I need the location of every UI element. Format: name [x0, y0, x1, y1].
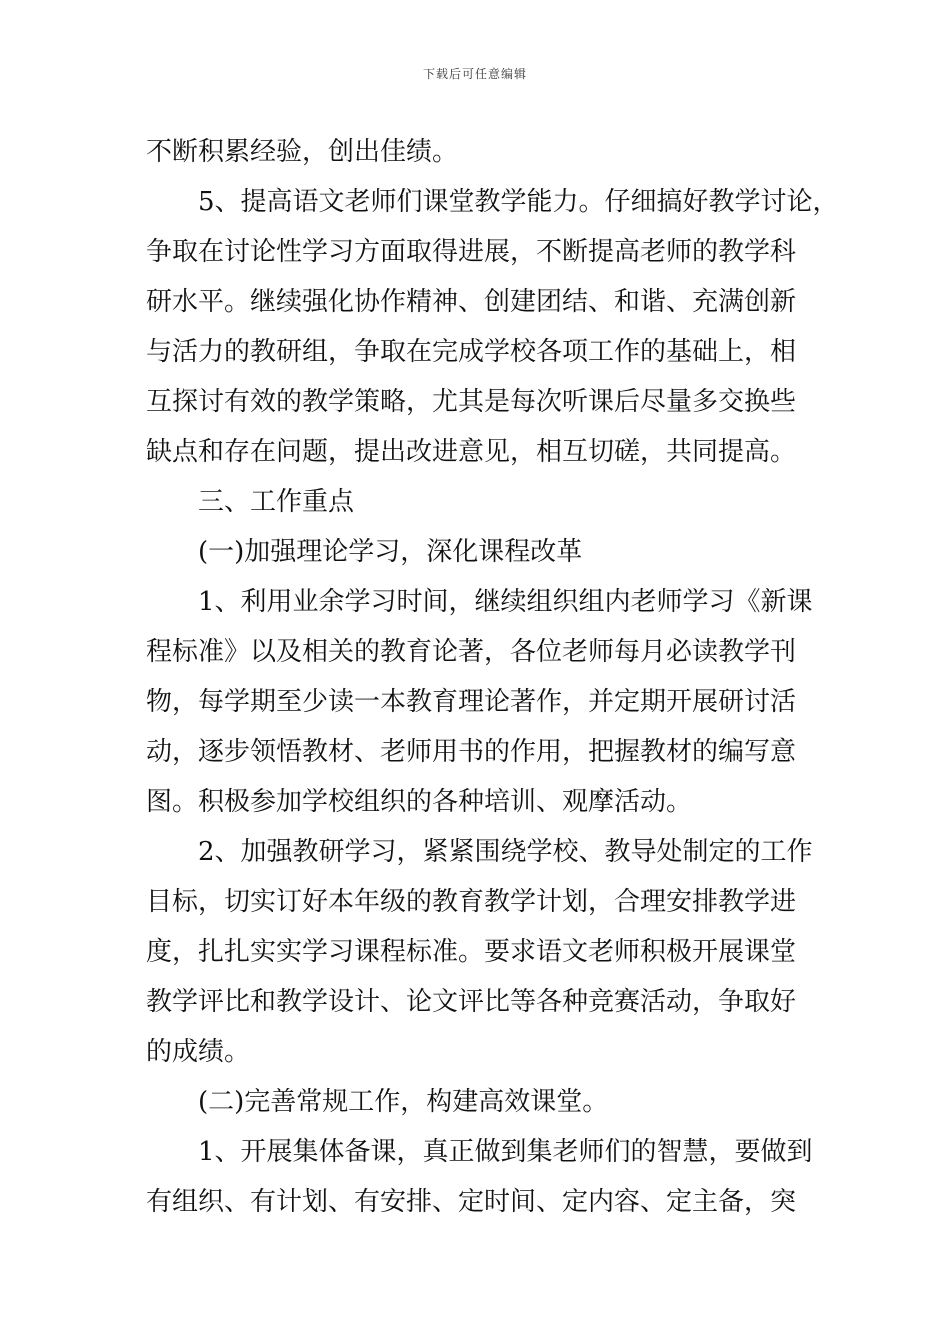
text-line: 5、提高语文老师们课堂教学能力。仔细搞好教学讨论，: [198, 187, 839, 217]
text-line: 动，逐步领悟教材、老师用书的作用，把握教材的编写意: [146, 737, 797, 767]
text-line: 图。积极参加学校组织的各种培训、观摩活动。: [146, 787, 693, 817]
text-line: 研水平。继续强化协作精神、创建团结、和谐、充满创新: [146, 287, 797, 317]
text-line: 与活力的教研组，争取在完成学校各项工作的基础上，相: [146, 337, 797, 367]
text-line: 互探讨有效的教学策略，尤其是每次听课后尽量多交换些: [146, 387, 797, 417]
text-line: 目标，切实订好本年级的教育教学计划，合理安排教学进: [146, 887, 797, 917]
text-line: 2、加强教研学习，紧紧围绕学校、教导处制定的工作: [198, 837, 813, 867]
text-line: 度，扎扎实实学习课程标准。要求语文老师积极开展课堂: [146, 937, 797, 967]
text-line: 缺点和存在问题，提出改进意见，相互切磋，共同提高。: [146, 437, 797, 467]
subsection-heading: (二)完善常规工作，构建高效课堂。: [198, 1087, 609, 1117]
text-line: 物，每学期至少读一本教育理论著作，并定期开展研讨活: [146, 687, 797, 717]
text-line: 不断积累经验，创出佳绩。: [146, 137, 459, 167]
text-line: 争取在讨论性学习方面取得进展，不断提高老师的教学科: [146, 237, 797, 267]
page-header: 下载后可任意编辑: [422, 67, 527, 81]
section-heading: 三、工作重点: [198, 487, 355, 517]
text-line: 有组织、有计划、有安排、定时间、定内容、定主备，突: [146, 1187, 797, 1217]
text-line: 程标准》以及相关的教育论著，各位老师每月必读教学刊: [146, 637, 797, 667]
document-body: [146, 127, 839, 1227]
text-line: 1、利用业余学习时间，继续组织组内老师学习《新课: [198, 587, 813, 617]
text-line: 教学评比和教学设计、论文评比等各种竞赛活动，争取好: [146, 987, 797, 1017]
subsection-heading: (一)加强理论学习，深化课程改革: [198, 537, 583, 567]
text-line: 1、开展集体备课，真正做到集老师们的智慧，要做到: [198, 1137, 813, 1167]
text-line: 的成绩。: [146, 1037, 251, 1067]
